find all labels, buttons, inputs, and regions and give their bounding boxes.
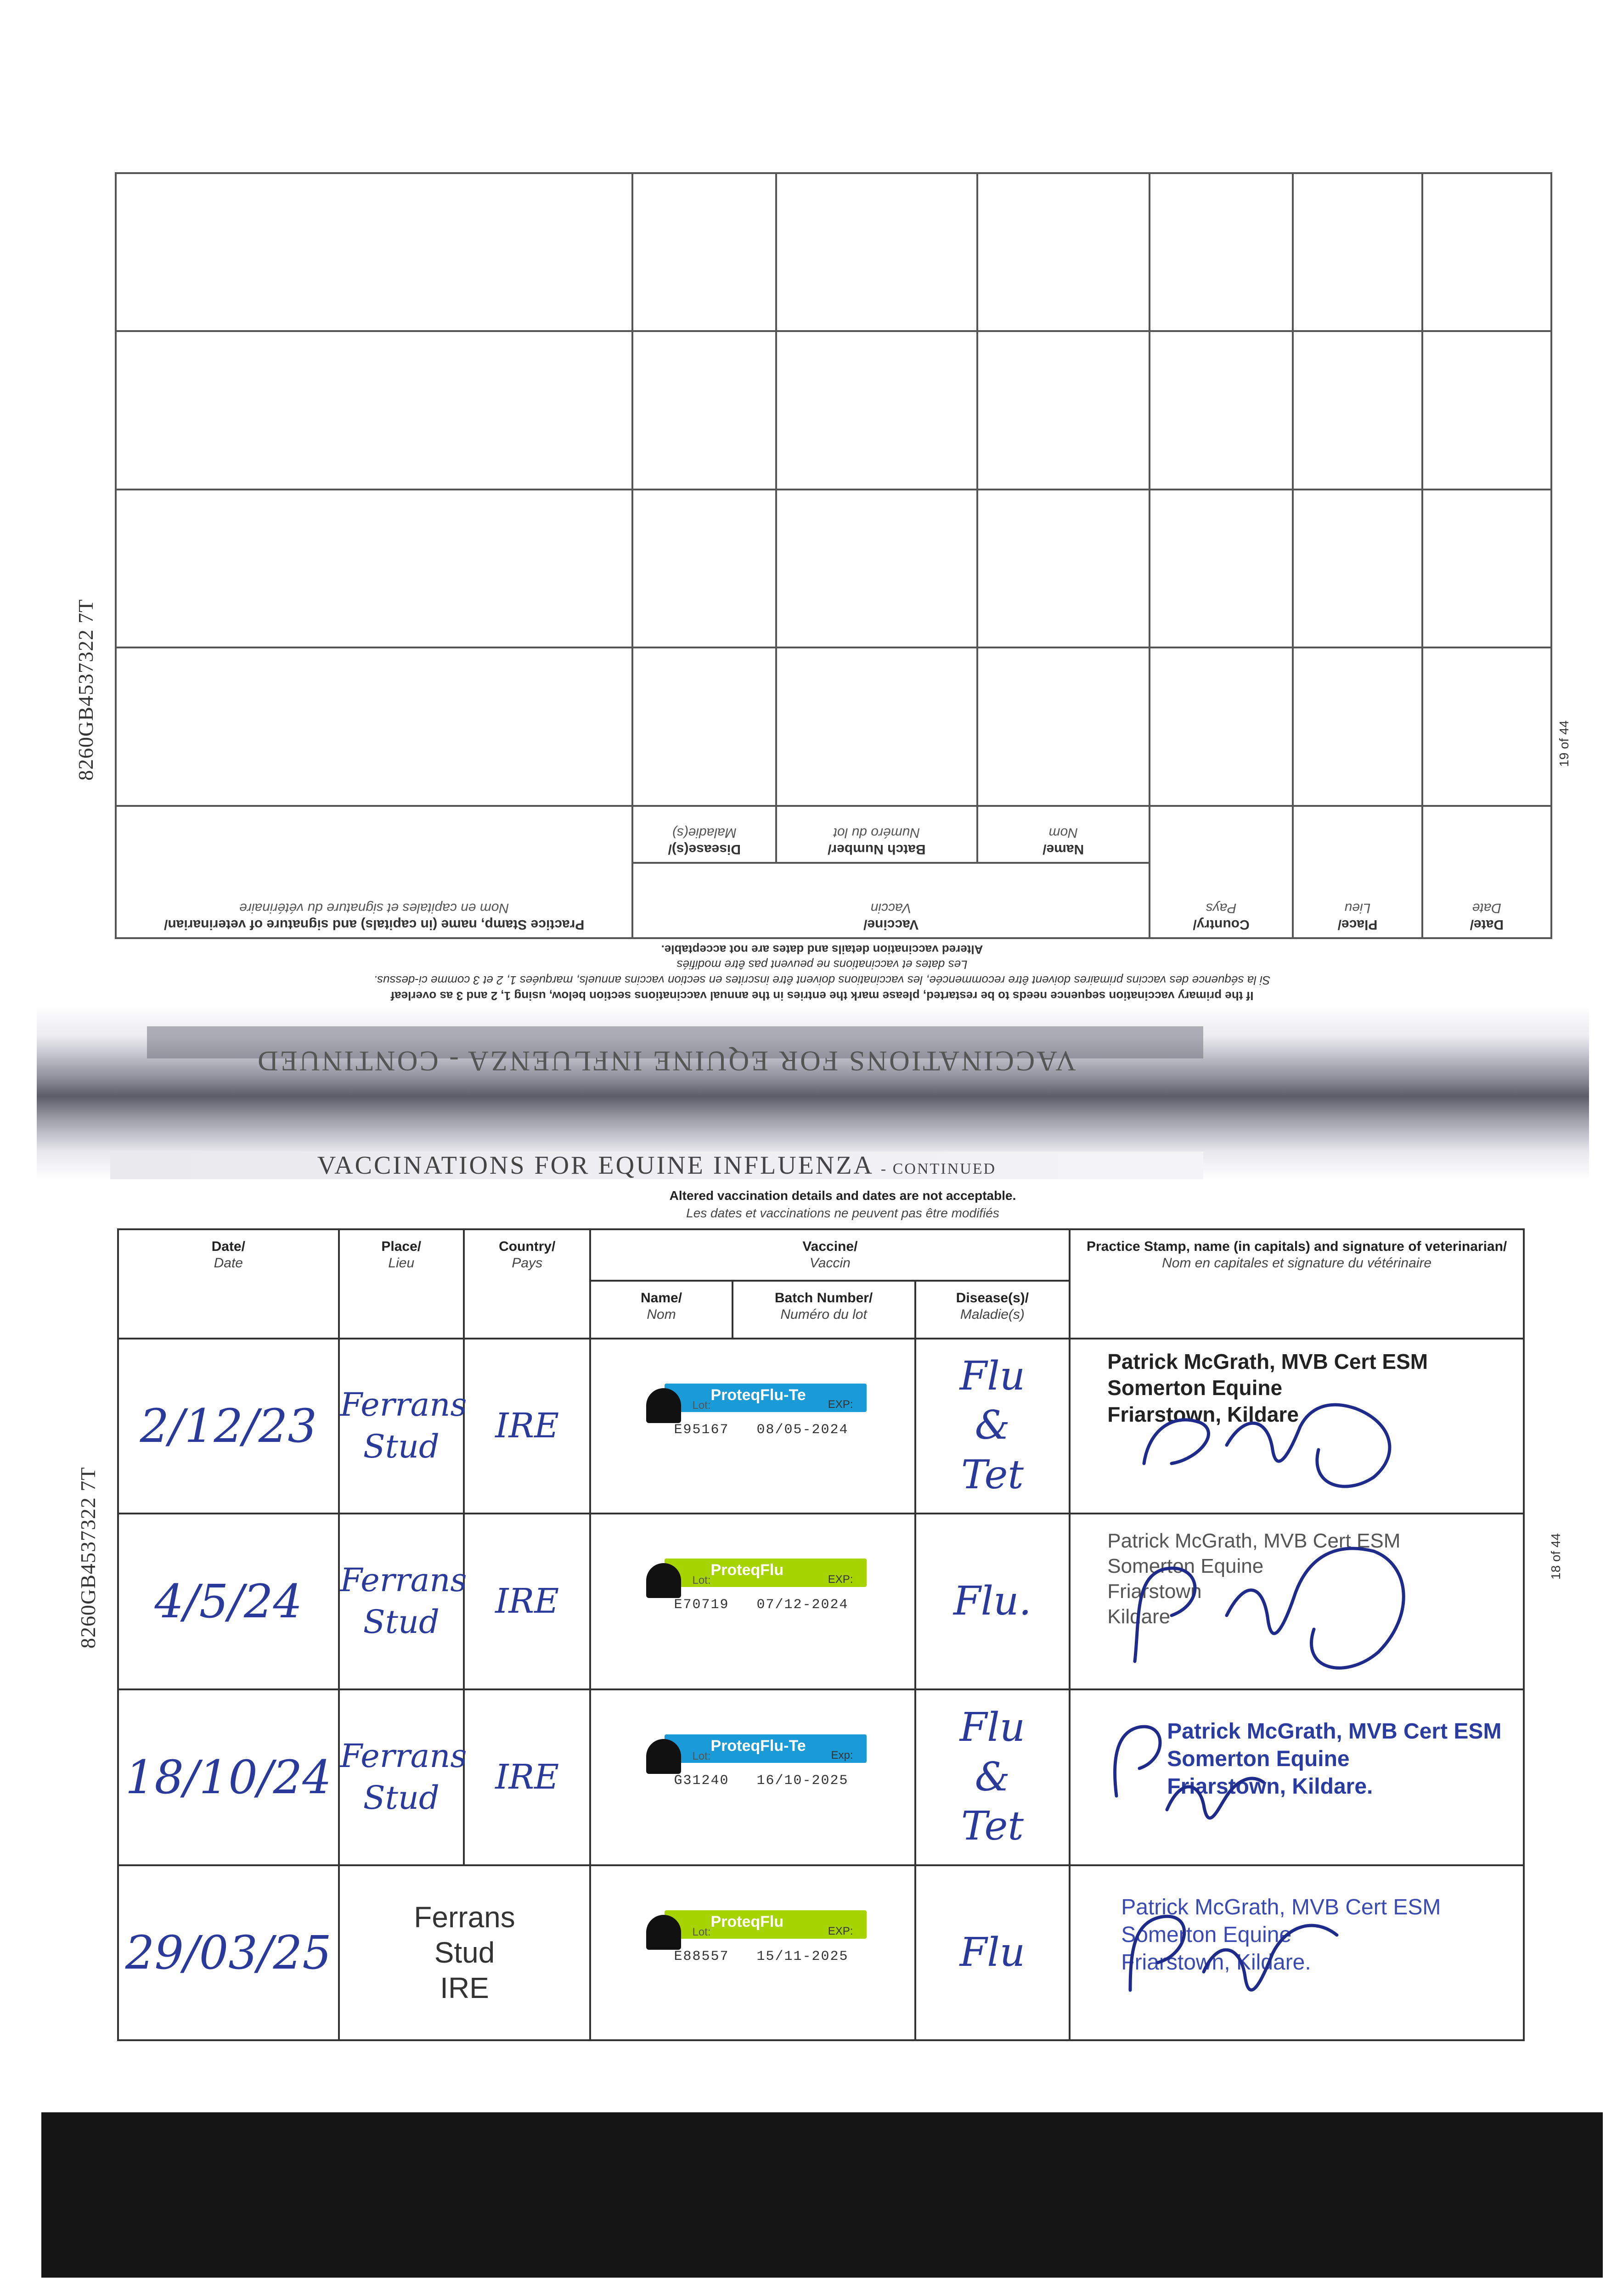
stamp-cell (1070, 1339, 1524, 1514)
expiry-date: 15/11-2025 (756, 1948, 849, 1964)
header-date: Date/ Date (118, 1229, 339, 1339)
proteq-logo-icon (646, 1563, 681, 1598)
exp-label: EXP: (828, 1925, 853, 1937)
date-cell (118, 1689, 339, 1865)
upper-note-restart-fr: Si la séquence des vaccins primaires doivent être recommencée, les vaccinations doivent être inscrites en section vaccins annuels, marquées 1, 2 et 3 comme ci-dessus. (373, 974, 1271, 988)
lower-document-id: 8260GB4537322 7T (76, 1467, 100, 1649)
table-row (118, 1865, 1524, 2040)
header-batch: Batch Number/ Numéro du lot (776, 806, 977, 863)
header-country: Country/ Pays (1150, 806, 1293, 938)
place-text: Stud (363, 1603, 440, 1641)
vaccine-label-cell (590, 1865, 915, 2040)
batch-number: E95167 (674, 1422, 729, 1438)
stamp-cell (1070, 1514, 1524, 1689)
upper-page-table (115, 172, 1552, 939)
stamp-cell (1070, 1865, 1524, 2040)
table-row (116, 332, 1551, 490)
header-batch: Batch Number/ Numéro du lot (733, 1281, 915, 1338)
lot-label: Lot: (692, 1925, 711, 1938)
table-row (116, 490, 1551, 648)
disease-text: Flu (959, 1353, 1026, 1399)
place-text: Stud (363, 1779, 440, 1817)
batch-number: E88557 (674, 1948, 729, 1964)
place-text: Ferrans (340, 1561, 467, 1599)
place-country-cell (339, 1865, 591, 2040)
practice-stamp: Patrick McGrath, MVB Cert ESM Somerton Equine Friarstown Kildare (1107, 1529, 1401, 1628)
lot-label: Lot: (692, 1574, 711, 1587)
header-disease: Disease(s)/ Maladie(s) (915, 1281, 1070, 1338)
batch-number: G31240 (674, 1773, 729, 1789)
lower-banner (110, 1152, 1203, 1179)
lower-note-altered-fr: Les dates et vaccinations ne peuvent pas être modifiés (686, 1205, 999, 1220)
vaccine-brand: ProteqFlu (710, 1913, 784, 1930)
upper-notes (230, 941, 1414, 1003)
date-text: 18/10/24 (125, 1750, 332, 1804)
vaccine-label-cell (590, 1339, 915, 1514)
disease-text: Tet (961, 1803, 1024, 1850)
exp-label: Exp: (831, 1749, 853, 1761)
place-text: Ferrans (414, 1901, 515, 1934)
upper-document-id: 8260GB4537322 7T (74, 599, 97, 781)
date-cell (118, 1339, 339, 1514)
vaccine-label (646, 1376, 867, 1441)
vaccine-label (646, 1903, 867, 1967)
table-row (116, 648, 1551, 806)
country-cell (464, 1339, 590, 1514)
country-text: IRE (495, 1581, 559, 1621)
proteq-logo-icon (646, 1388, 681, 1423)
vaccine-label (646, 1727, 867, 1791)
header-vaccine: Vaccine/ Vaccin (632, 863, 1149, 938)
proteq-logo-icon (646, 1915, 681, 1950)
place-text: Ferrans (340, 1737, 467, 1775)
lower-banner-title: VACCINATIONS FOR EQUINE INFLUENZA (317, 1151, 873, 1180)
proteq-logo-icon (646, 1739, 681, 1774)
header-stamp: Practice Stamp, name (in capitals) and signature of veterinarian/ Nom en capitales et signature du vétérinaire (116, 806, 632, 938)
upper-note-altered-fr: Les dates et vaccinations ne peuvent pas être modifiés (676, 958, 968, 972)
header-name: Name/ Nom (977, 806, 1150, 863)
table-row (116, 173, 1551, 332)
expiry-date: 16/10-2025 (756, 1773, 849, 1789)
disease-text: Flu (959, 1705, 1026, 1751)
country-text: IRE (440, 1971, 489, 2004)
disease-text: Flu (959, 1929, 1026, 1975)
practice-stamp: Patrick McGrath, MVB Cert ESM Somerton Equine Friarstown, Kildare (1107, 1349, 1428, 1426)
date-cell (118, 1514, 339, 1689)
country-text: IRE (495, 1757, 559, 1797)
disease-cell (915, 1339, 1070, 1514)
table-row (118, 1689, 1524, 1865)
expiry-date: 08/05-2024 (756, 1422, 849, 1438)
disease-cell (915, 1689, 1070, 1865)
disease-cell (915, 1514, 1070, 1689)
country-cell (464, 1689, 590, 1865)
place-text: Ferrans (340, 1386, 467, 1424)
disease-text: Tet (961, 1452, 1024, 1498)
disease-text: & (975, 1402, 1010, 1449)
batch-number: E70719 (674, 1597, 729, 1613)
vaccine-label-cell (590, 1689, 915, 1865)
header-name: Name/ Nom (590, 1281, 732, 1338)
vet-signature (1116, 1358, 1438, 1514)
date-text: 2/12/23 (140, 1399, 317, 1453)
lower-note-altered: Altered vaccination details and dates are not acceptable. (669, 1188, 1016, 1203)
header-date: Date/ Date (1422, 806, 1551, 938)
date-text: 29/03/25 (125, 1925, 332, 1980)
header-place: Place/ Lieu (1293, 806, 1422, 938)
header-country: Country/ Pays (464, 1229, 590, 1339)
country-cell (464, 1514, 590, 1689)
exp-label: EXP: (828, 1573, 853, 1586)
upper-page-number: 19 of 44 (1557, 720, 1571, 767)
vaccine-brand: ProteqFlu-Te (710, 1386, 806, 1404)
vaccine-brand: ProteqFlu (710, 1561, 784, 1579)
date-text: 4/5/24 (154, 1574, 303, 1628)
table-row (118, 1514, 1524, 1689)
vaccine-brand: ProteqFlu-Te (710, 1737, 806, 1755)
date-cell (118, 1865, 339, 2040)
disease-text: & (975, 1754, 1010, 1800)
scan-edge-band (41, 2112, 1603, 2278)
vet-signature (1112, 1875, 1369, 2032)
stamp-cell (1070, 1689, 1524, 1865)
table-row (118, 1339, 1524, 1514)
vaccine-label (646, 1551, 867, 1615)
practice-stamp: Patrick McGrath, MVB Cert ESM Somerton Equine Friarstown, Kildare. (1121, 1895, 1441, 1975)
lower-page-number: 18 of 44 (1549, 1533, 1563, 1580)
vaccine-label-cell (590, 1514, 915, 1689)
lot-label: Lot: (692, 1399, 711, 1412)
lower-notes (110, 1187, 1575, 1222)
header-vaccine: Vaccine/ Vaccin (590, 1229, 1070, 1281)
upper-note-restart: If the primary vaccination sequence needs to be restarted, please mark the entries in the annual vaccinations section below, using 1, 2 and 3 as overleaf (390, 989, 1254, 1003)
disease-cell (915, 1865, 1070, 2040)
disease-text: Flu. (953, 1578, 1031, 1624)
practice-stamp: Patrick McGrath, MVB Cert ESM Somerton Equine Friarstown, Kildare. (1167, 1719, 1502, 1799)
upper-note-altered: Altered vaccination details and dates are not acceptable. (661, 942, 983, 957)
lot-label: Lot: (692, 1750, 711, 1762)
lower-banner-continued: - CONTINUED (880, 1160, 997, 1177)
vet-signature (1107, 1514, 1438, 1689)
header-disease: Disease(s)/ Maladie(s) (632, 806, 776, 863)
header-place: Place/ Lieu (339, 1229, 464, 1339)
place-cell (339, 1339, 467, 1514)
place-text: Stud (363, 1428, 440, 1466)
upper-banner: VACCINATIONS FOR EQUINE INFLUENZA - CONTINUED (256, 1045, 1076, 1076)
place-text: Stud (434, 1936, 495, 1970)
place-cell (339, 1689, 467, 1865)
header-stamp: Practice Stamp, name (in capitals) and signature of veterinarian/ Nom en capitales et signature du vétérinaire (1070, 1229, 1524, 1339)
place-cell (339, 1514, 467, 1689)
vaccination-table (117, 1228, 1525, 2041)
expiry-date: 07/12-2024 (756, 1597, 849, 1613)
country-text: IRE (495, 1406, 559, 1446)
vet-signature (1098, 1690, 1337, 1865)
exp-label: EXP: (828, 1398, 853, 1411)
